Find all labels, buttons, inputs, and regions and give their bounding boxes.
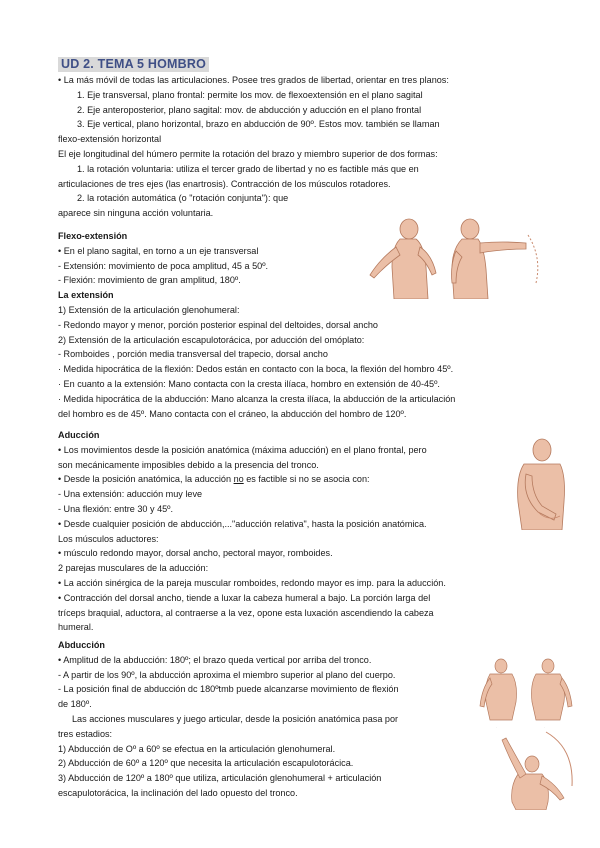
abduccion-line: - A partir de los 90º, la abducción aproxima el miembro superior al plano del cuerpo. (58, 669, 396, 680)
extension-line: 2) Extensión de la articulación escapulotorácica, por aducción del omóplato: (58, 334, 365, 345)
extension-line: - Romboides , porción media transversal del trapecio, dorsal ancho (58, 349, 328, 360)
aduccion-line: • músculo redondo mayor, dorsal ancho, pectoral mayor, romboides. (58, 548, 333, 559)
abduccion-section (58, 638, 399, 801)
flexo-extension-figure (352, 207, 552, 299)
abduccion-line: Las acciones musculares y juego articular, desde la posición anatómica pasa por (72, 713, 399, 724)
abduccion-line: 3) Abducción de 120º a 180º que utiliza, articulación glenohumeral + articulación (58, 773, 382, 784)
abduccion-heading: Abducción (58, 640, 105, 650)
aduccion-line: son mecánicamente imposibles debido a la presencia del tronco. (58, 459, 319, 470)
aduccion-line: • Contracción del dorsal ancho, tiende a luxar la cabeza humeral a bajo. La porción larga del (58, 592, 431, 603)
abduccion-line: 1) Abducción de Oº a 60º se efectua en la articulación glenohumeral. (58, 743, 336, 754)
abduccion-line: de 180º. (58, 699, 92, 710)
extension-line: 1) Extensión de la articulación glenohumeral: (58, 304, 240, 315)
intro-section (58, 73, 449, 221)
intro-line: 1. Eje transversal, plano frontal: permite los mov. de flexoextensión en el plano sagital (77, 89, 423, 100)
abduction-arc-figure (476, 728, 576, 810)
extension-line: · Medida hipocrática de la abducción: Mano alcanza la cresta ilíaca, la abducción de la articulación (58, 393, 456, 404)
aduccion-line: • Los movimientos desde la posición anatómica (máxima aducción) en el plano frontal, pero (58, 444, 427, 455)
intro-line: 2. Eje anteroposterior, plano sagital: mov. de abducción y aducción en el plano frontal (77, 104, 422, 115)
abduccion-line: 2) Abducción de 60º a 120º que necesita la articulación escapulotorácica. (58, 758, 354, 769)
aduccion-text: • Desde la posición anatómica, la aducción (58, 474, 234, 485)
aduccion-line (58, 472, 446, 487)
intro-line: flexo-extensión horizontal (58, 134, 162, 145)
aduccion-line: - Una extensión: aducción muy leve (58, 489, 203, 500)
aduccion-text: es factible si no se asocia con: (243, 474, 370, 485)
aduccion-line: Los músculos aductores: (58, 533, 159, 544)
extension-line: del hombro es de 45º. Mano contacta con el cráneo, la abducción del hombro de 120º. (58, 408, 407, 419)
intro-line: El eje longitudinal del húmero permite la rotación del brazo y miembro superior de dos formas: (58, 148, 438, 159)
flexo-line: • En el plano sagital, en torno a un eje transversal (58, 245, 259, 256)
intro-line: 1. la rotación voluntaria: utiliza el tercer grado de libertad y no es factible más que en (77, 163, 419, 174)
flexo-line: - Flexión: movimiento de gran amplitud, 180º. (58, 275, 241, 286)
intro-line: articulaciones de tres ejes (las enartrosis). Contracción de los músculos rotadores. (58, 178, 391, 189)
aduccion-line: - Una flexión: entre 30 y 45º. (58, 503, 174, 514)
aduccion-heading: Aducción (58, 430, 100, 440)
adduction-figure (508, 436, 570, 530)
flexo-heading: Flexo-extensión (58, 231, 128, 241)
page-title: UD 2. TEMA 5 HOMBRO (58, 57, 209, 72)
svg-text:·: · (496, 725, 497, 729)
svg-text:·: · (544, 725, 545, 729)
intro-line: • La más móvil de todas las articulaciones. Posee tres grados de libertad, orientar en tres planos: (58, 75, 449, 85)
aduccion-section (58, 428, 446, 635)
extension-line: - Redondo mayor y menor, porción posterior espinal del deltoides, dorsal ancho (58, 319, 378, 330)
abduccion-line: escapulotorácica, la inclinación del lado opuesto del tronco. (58, 787, 298, 798)
extension-line: · Medida hipocrática de la flexión: Dedos están en contacto con la boca, la flexión del hombro 45º. (58, 364, 454, 375)
flexo-line: - Extensión: movimiento de poca amplitud, 45 a 50º. (58, 260, 269, 271)
aduccion-line: tríceps braquial, aductora, al contraerse a la vez, opone esta luxación ascendiendo la cabeza (58, 607, 434, 618)
extension-heading: La extensión (58, 290, 114, 301)
aduccion-line: • La acción sinérgica de la pareja muscular romboides, redondo mayor es imp. para la aducción. (58, 577, 446, 588)
intro-line: aparece sin ninguna acción voluntaria. (58, 208, 214, 219)
intro-line: 2. la rotación automática (o "rotación conjunta"): que (77, 193, 289, 204)
aduccion-underlined: no (233, 474, 244, 485)
aduccion-line: humeral. (58, 622, 94, 633)
abduccion-line: - La posición final de abducción dc 180ºtmb puede alcanzarse movimiento de flexión (58, 684, 399, 695)
aduccion-line: • Desde cualquier posición de abducción,..."aducción relativa", hasta la posición anatómica. (58, 518, 427, 529)
abduction-figure (476, 654, 576, 732)
abduccion-line: tres estadios: (58, 728, 113, 739)
intro-line: 3. Eje vertical, plano horizontal, brazo en abducción de 90º. Estos mov. también se llaman (77, 119, 440, 130)
abduccion-line: • Amplitud de la abducción: 180º; el brazo queda vertical por arriba del tronco. (58, 654, 372, 665)
aduccion-line: 2 parejas musculares de la aducción: (58, 563, 209, 574)
extension-line: · En cuanto a la extensión: Mano contacta con la cresta ilíaca, hombro en extensión de 40-45º. (58, 378, 440, 389)
